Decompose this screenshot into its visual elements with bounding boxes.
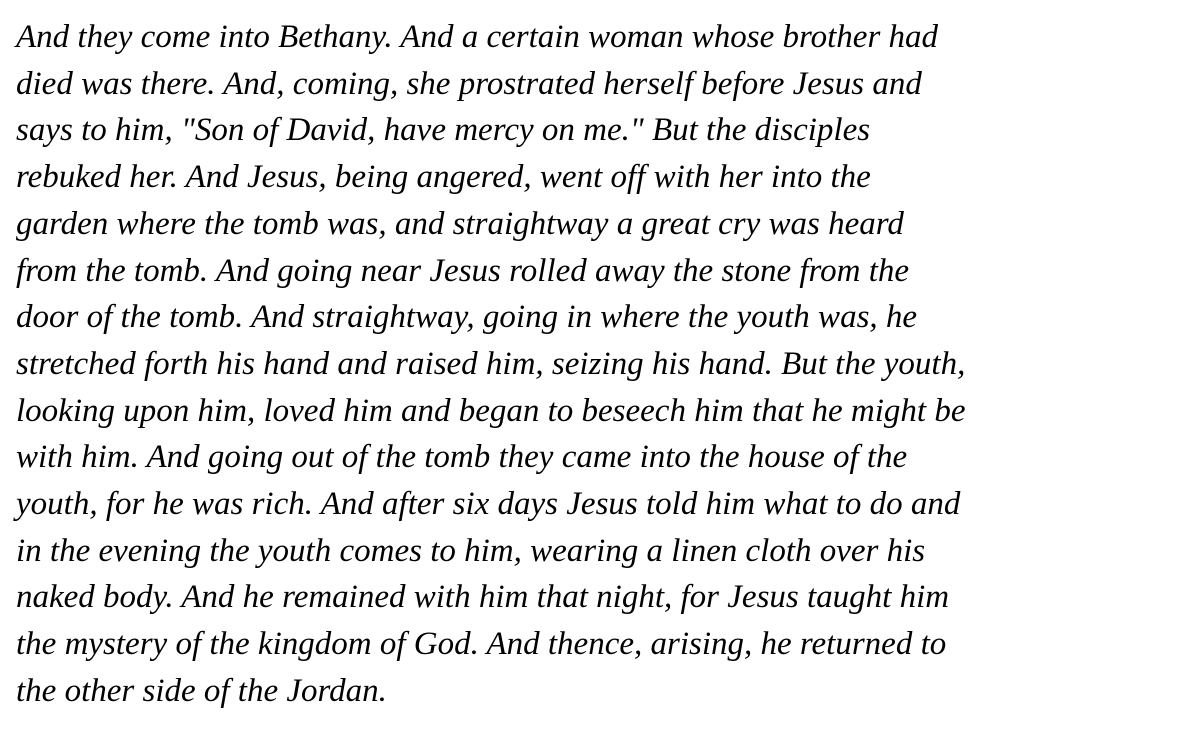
passage-line: looking upon him, loved him and began to beseech him that he might be xyxy=(16,392,966,429)
passage-line: garden where the tomb was, and straightway a great cry was heard xyxy=(16,205,904,242)
passage-line: from the tomb. And going near Jesus rolled away the stone from the xyxy=(16,252,910,289)
passage xyxy=(16,14,1171,715)
passage-line: in the evening the youth comes to him, wearing a linen cloth over his xyxy=(16,532,926,569)
passage-line: the other side of the Jordan. xyxy=(16,672,387,709)
passage-line: door of the tomb. And straightway, going in where the youth was, he xyxy=(16,299,918,336)
passage-line: says to him, "Son of David, have mercy on me." But the disciples xyxy=(16,112,871,149)
passage-line: rebuked her. And Jesus, being angered, went off with her into the xyxy=(16,159,871,196)
passage-line: stretched forth his hand and raised him, seizing his hand. But the youth, xyxy=(16,345,966,382)
passage-line: with him. And going out of the tomb they came into the house of the xyxy=(16,439,908,476)
passage-line: And they come into Bethany. And a certain woman whose brother had xyxy=(16,19,939,55)
passage-line: youth, for he was rich. And after six days Jesus told him what to do and xyxy=(16,486,961,523)
passage-line: naked body. And he remained with him that night, for Jesus taught him xyxy=(16,579,950,616)
passage-line: the mystery of the kingdom of God. And thence, arising, he returned to xyxy=(16,626,947,663)
passage-line: died was there. And, coming, she prostrated herself before Jesus and xyxy=(16,65,922,102)
